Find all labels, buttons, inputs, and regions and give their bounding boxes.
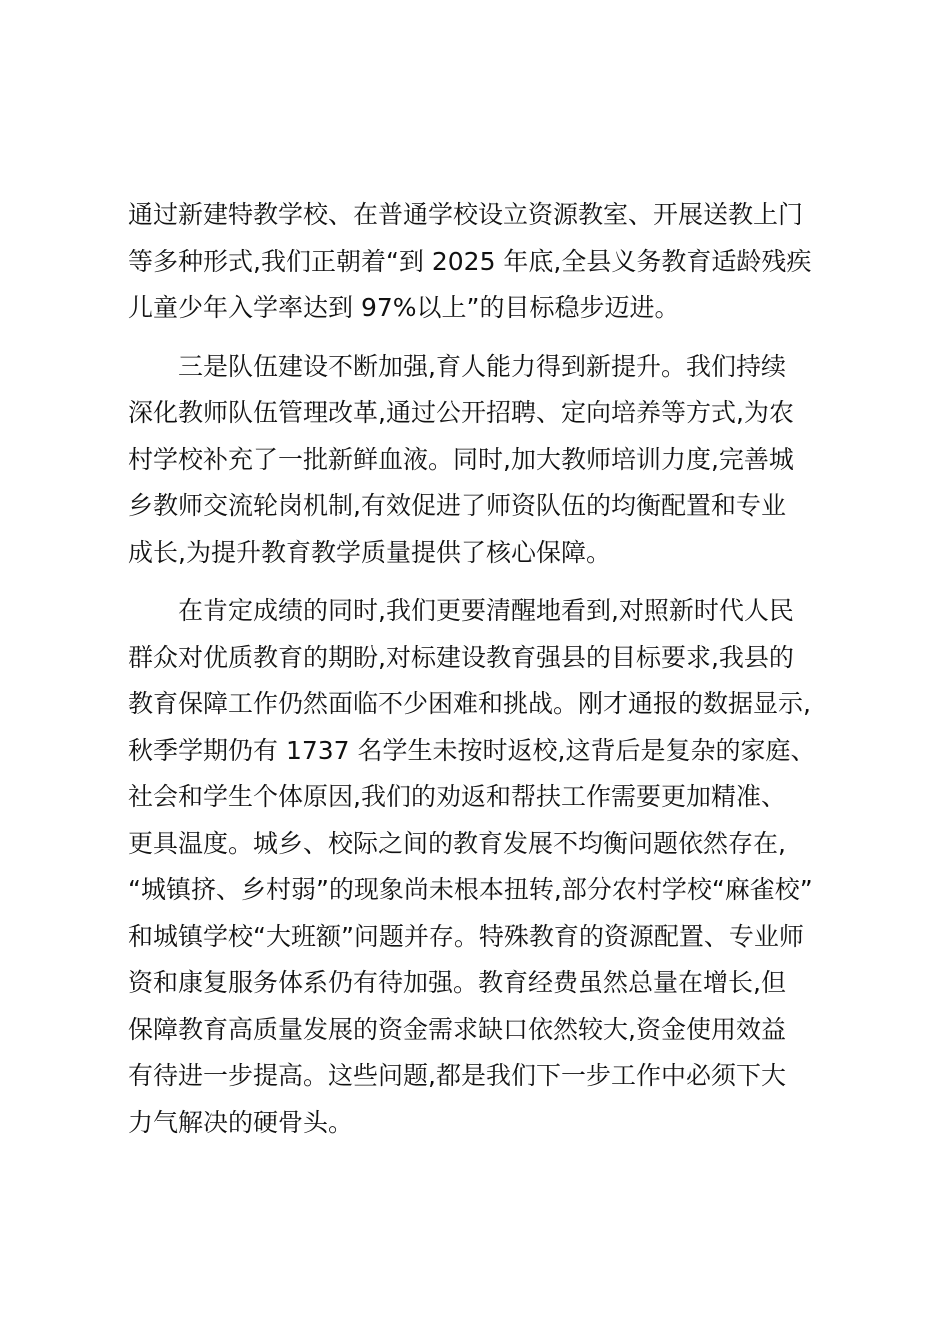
text-line: 村学校补充了一批新鲜血液。同时,加大教师培训力度,完善城 <box>128 444 794 474</box>
text-line: 三是队伍建设不断加强,育人能力得到新提升。我们持续 <box>178 351 786 381</box>
paragraph-spacer <box>128 332 828 344</box>
text-line: 成长,为提升教育教学质量提供了核心保障。 <box>128 537 611 567</box>
text-line: 力气解决的硬骨头。 <box>128 1107 354 1137</box>
text-line: 群众对优质教育的期盼,对标建设教育强县的目标要求,我县的 <box>128 642 794 672</box>
paragraph-3 <box>128 588 828 1146</box>
text-line: 教育保障工作仍然面临不少困难和挑战。刚才通报的数据显示, <box>128 689 811 718</box>
text-line: 资和康复服务体系仍有待加强。教育经费虽然总量在增长,但 <box>128 968 786 997</box>
text-line: 和城镇学校“大班额”问题并存。特殊教育的资源配置、专业师 <box>128 921 804 951</box>
text-line: 社会和学生个体原因,我们的劝返和帮扶工作需要更加精准、 <box>128 782 786 811</box>
paragraph-1 <box>128 192 828 332</box>
text-line: 在肯定成绩的同时,我们更要清醒地看到,对照新时代人民 <box>178 596 794 625</box>
text-line: 等多种形式,我们正朝着“到 2025 年底,全县义务教育适龄残疾 <box>128 246 812 276</box>
paragraph-2 <box>128 344 828 577</box>
text-line: 有待进一步提高。这些问题,都是我们下一步工作中必须下大 <box>128 1061 786 1090</box>
text-line: “城镇挤、乡村弱”的现象尚未根本扭转,部分农村学校“麻雀校” <box>128 875 813 904</box>
text-line: 通过新建特教学校、在普通学校设立资源教室、开展送教上门 <box>128 200 804 229</box>
text-line: 儿童少年入学率达到 97%以上”的目标稳步迈进。 <box>128 293 680 322</box>
text-line: 深化教师队伍管理改革,通过公开招聘、定向培养等方式,为农 <box>128 398 794 427</box>
text-line: 乡教师交流轮岗机制,有效促进了师资队伍的均衡配置和专业 <box>128 491 786 520</box>
text-line: 秋季学期仍有 1737 名学生未按时返校,这背后是复杂的家庭、 <box>128 735 816 765</box>
body-text <box>128 192 828 1146</box>
paragraph-spacer <box>128 576 828 588</box>
text-line: 保障教育高质量发展的资金需求缺口依然较大,资金使用效益 <box>128 1014 786 1044</box>
text-line: 更具温度。城乡、校际之间的教育发展不均衡问题依然存在, <box>128 828 786 858</box>
